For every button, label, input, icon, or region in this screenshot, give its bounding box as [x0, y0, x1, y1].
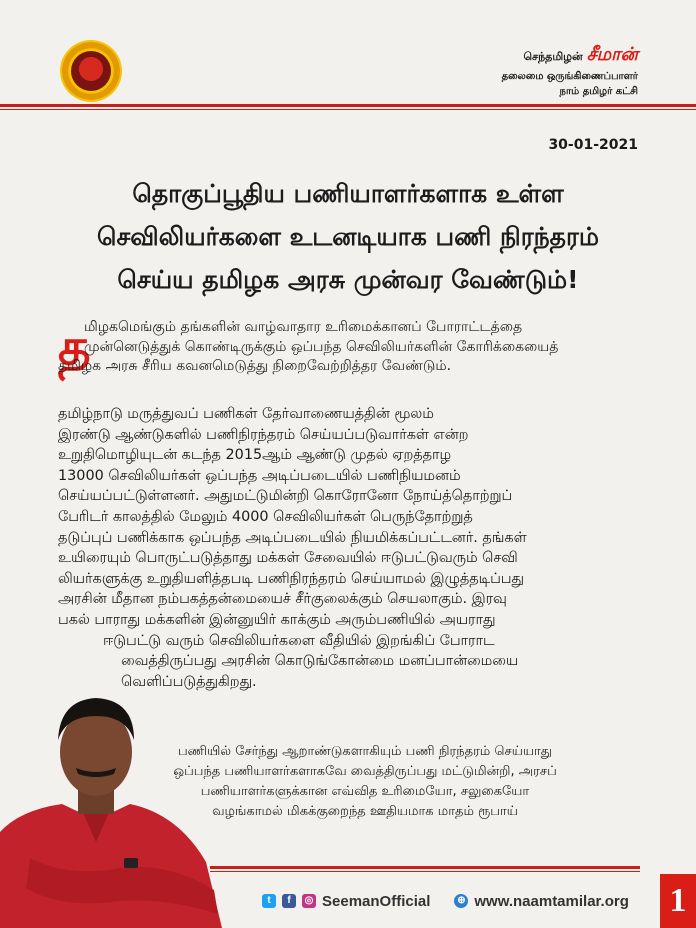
paragraph-line: தமிழ்நாடு மருத்துவப் பணிகள் தேர்வாணையத்தின் மூலம்	[58, 406, 434, 422]
statement-date: 30-01-2021	[548, 137, 638, 153]
paragraph-line: வைத்திருப்பது அரசின் கொடுங்கோன்மை மனப்பான்மையை	[121, 653, 519, 670]
tiger-emblem-icon	[71, 51, 111, 91]
instagram-icon[interactable]: ◎	[302, 894, 316, 908]
footer-bar	[262, 889, 629, 913]
header-divider	[0, 104, 696, 107]
paragraph-line: உறுதிமொழியுடன் கடந்த 2015ஆம் ஆண்டு முதல் ஏறத்தாழ	[58, 447, 452, 464]
title-line: செவிலியர்களை உடனடியாக பணி நிரந்தரம்	[97, 222, 599, 251]
paragraph-line: பணியாளர்களுக்கான எவ்வித உரிமையோ, சலுகையோ	[200, 784, 530, 799]
footer-divider-thin	[210, 871, 640, 872]
paragraph-line: வெளிப்படுத்துகிறது.	[121, 673, 257, 690]
paragraph-line: செய்யப்பட்டுள்ளனர். அதுமட்டுமின்றி கொரோனோ நோய்த்தொற்றுப்	[58, 488, 513, 505]
header-divider-thin	[0, 109, 696, 110]
paragraph-line: இரண்டு ஆண்டுகளில் பணிநிரந்தரம் செய்யப்படுவார்கள் என்ற	[58, 426, 469, 443]
paragraph-line: முன்னெடுத்துக் கொண்டிருக்கும் ஒப்பந்த செவிலியர்களின் கோரிக்கையைத்	[84, 338, 559, 355]
paragraph-line: மிழகமெங்கும் தங்களின் வாழ்வாதார உரிமைக்கானப் போராட்டத்தை	[84, 319, 523, 335]
website-link[interactable]: www.naamtamilar.org	[474, 892, 629, 910]
page-number: 1	[660, 874, 696, 928]
paragraph-line: பணியில் சேர்ந்து ஆறாண்டுகளாகியும் பணி நிரந்தரம் செய்யாது	[177, 744, 553, 759]
twitter-icon[interactable]: t	[262, 894, 276, 908]
paragraph-line: பேரிடர் காலத்தில் மேலும் 4000 செவிலியர்கள் பெருந்தோற்றுத்	[58, 508, 473, 525]
paragraph-line: லியர்களுக்கு உறுதியளித்தபடி பணிநிரந்தரம் செய்யாமல் இழுத்தடிப்பது	[58, 570, 524, 587]
paragraph-line: ஈடுபட்டு வரும் செவிலியர்களை வீதியில் இறங்கிப் போராட	[103, 632, 495, 649]
footer-divider	[210, 866, 640, 869]
party-logo	[62, 42, 120, 100]
social-handle[interactable]: SeemanOfficial	[322, 892, 431, 910]
header-role: தலைமை ஒருங்கிணைப்பாளர்	[501, 71, 638, 82]
title-line: செய்ய தமிழக அரசு முன்வர வேண்டும்!	[117, 265, 579, 294]
paragraph-1	[58, 318, 558, 377]
paragraph-line: 13000 செவிலியர்கள் ஒப்பந்த அடிப்படையில் பணிநியமனம்	[58, 467, 461, 484]
paragraph-line: அரசின் மீதான நம்பகத்தன்மையைச் சீர்குலைக்கும் செயலாகும். இரவு	[58, 591, 507, 608]
header-signature	[502, 44, 638, 98]
paragraph-line: உயிரையும் பொருட்படுத்தாது மக்கள் சேவையில் ஈடுபட்டுவரும் செவி	[58, 550, 518, 567]
dropcap-letter: த	[58, 318, 91, 376]
title-line: தொகுப்பூதிய பணியாளர்களாக உள்ள	[132, 179, 564, 208]
facebook-icon[interactable]: f	[282, 894, 296, 908]
paragraph-line: ஒப்பந்த பணியாளர்களாகவே வைத்திருப்பது மட்டுமின்றி, அரசப்	[173, 764, 557, 779]
header-brand: சீமான்	[586, 44, 638, 65]
paragraph-2	[58, 404, 527, 692]
paragraph-line: தமிழக அரசு சீரிய கவனமெடுத்து நிறைவேற்றித்தர வேண்டும்.	[58, 358, 452, 374]
header-prefix: செந்தமிழன்	[523, 50, 583, 63]
paragraph-line: தடுப்புப் பணிக்காக ஒப்பந்த அடிப்படையில் நியமிக்கப்பட்டனர். தங்கள்	[58, 529, 527, 546]
paragraph-line: பகல் பாராது மக்களின் இன்னுயிர் காக்கும் அரும்பணியில் அயராது	[58, 611, 496, 628]
paragraph-3	[136, 742, 594, 822]
statement-title	[40, 172, 656, 301]
header-party: நாம் தமிழர் கட்சி	[559, 86, 638, 97]
globe-icon: ⊕	[454, 894, 468, 908]
paragraph-line: வழங்காமல் மிகக்குறைந்த ஊதியமாக மாதம் ரூபாய்	[212, 804, 518, 819]
